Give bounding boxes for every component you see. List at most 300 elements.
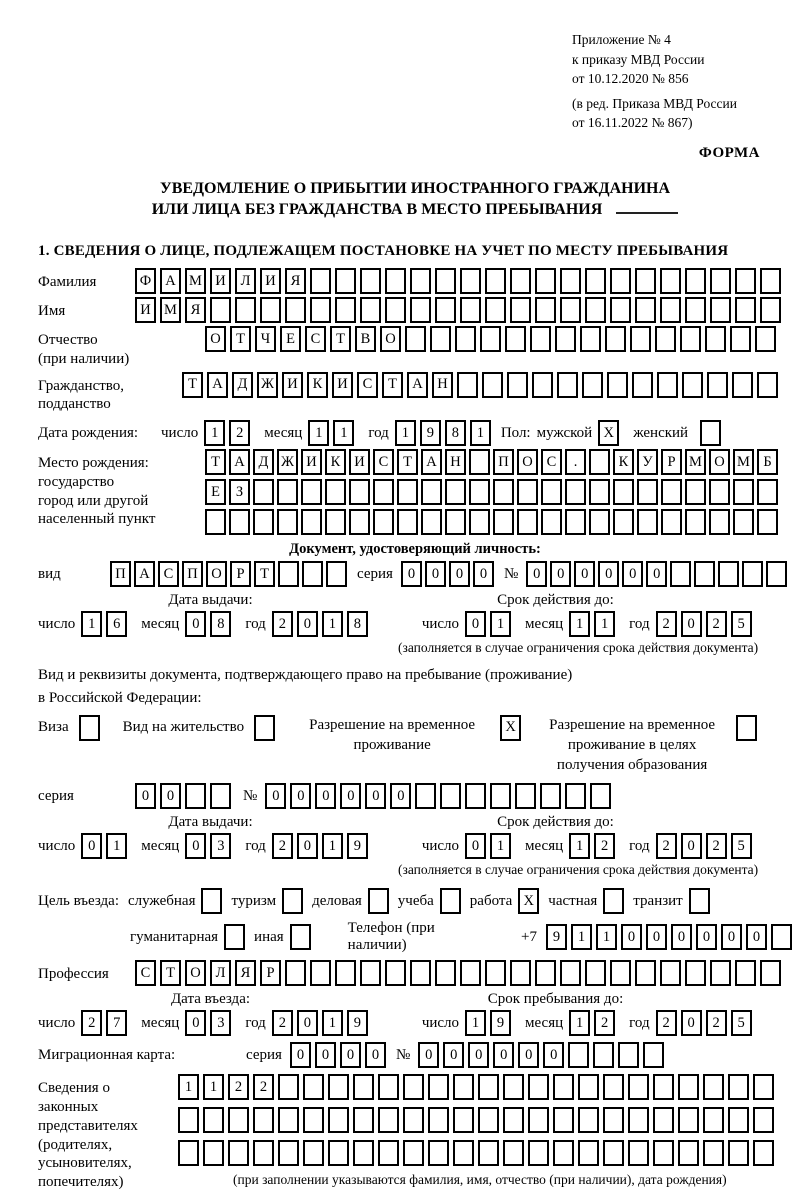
char-cell[interactable]: Е: [205, 479, 226, 505]
char-cell[interactable]: 8: [445, 420, 466, 446]
empty-cell[interactable]: [460, 960, 481, 986]
empty-cell[interactable]: [771, 924, 792, 950]
empty-cell[interactable]: [253, 479, 274, 505]
char-cell[interactable]: Т: [160, 960, 181, 986]
char-cell[interactable]: С: [373, 449, 394, 475]
empty-cell[interactable]: [635, 297, 656, 323]
empty-cell[interactable]: [290, 924, 311, 950]
char-cell[interactable]: 0: [401, 561, 422, 587]
char-cell[interactable]: А: [134, 561, 155, 587]
empty-cell[interactable]: [710, 297, 731, 323]
empty-cell[interactable]: [335, 297, 356, 323]
empty-cell[interactable]: [685, 509, 706, 535]
empty-cell[interactable]: [435, 297, 456, 323]
empty-cell[interactable]: [535, 960, 556, 986]
char-cell[interactable]: С: [357, 372, 378, 398]
empty-cell[interactable]: [228, 1140, 249, 1166]
char-cell[interactable]: 0: [315, 783, 336, 809]
char-cell[interactable]: 0: [443, 1042, 464, 1068]
empty-cell[interactable]: [378, 1140, 399, 1166]
empty-cell[interactable]: [703, 1074, 724, 1100]
char-cell[interactable]: 1: [569, 611, 590, 637]
char-cell[interactable]: Т: [205, 449, 226, 475]
empty-cell[interactable]: [603, 1107, 624, 1133]
char-cell[interactable]: 0: [696, 924, 717, 950]
empty-cell[interactable]: [397, 509, 418, 535]
empty-cell[interactable]: [485, 268, 506, 294]
empty-cell[interactable]: [378, 1107, 399, 1133]
char-cell[interactable]: 2: [656, 611, 677, 637]
empty-cell[interactable]: [421, 479, 442, 505]
empty-cell[interactable]: [753, 1140, 774, 1166]
char-cell[interactable]: 2: [706, 833, 727, 859]
empty-cell[interactable]: [349, 479, 370, 505]
char-cell[interactable]: 1: [490, 833, 511, 859]
empty-cell[interactable]: [582, 372, 603, 398]
empty-cell[interactable]: [507, 372, 528, 398]
char-cell[interactable]: С: [158, 561, 179, 587]
char-cell[interactable]: 1: [203, 1074, 224, 1100]
empty-cell[interactable]: [278, 1074, 299, 1100]
empty-cell[interactable]: [465, 783, 486, 809]
char-cell[interactable]: О: [380, 326, 401, 352]
empty-cell[interactable]: [710, 960, 731, 986]
empty-cell[interactable]: [301, 479, 322, 505]
empty-cell[interactable]: [254, 715, 275, 741]
empty-cell[interactable]: [428, 1140, 449, 1166]
empty-cell[interactable]: [178, 1107, 199, 1133]
empty-cell[interactable]: [610, 297, 631, 323]
empty-cell[interactable]: [589, 509, 610, 535]
empty-cell[interactable]: [653, 1107, 674, 1133]
char-cell[interactable]: 1: [81, 611, 102, 637]
empty-cell[interactable]: [653, 1074, 674, 1100]
char-cell[interactable]: И: [260, 268, 281, 294]
empty-cell[interactable]: [528, 1107, 549, 1133]
empty-cell[interactable]: [705, 326, 726, 352]
empty-cell[interactable]: [753, 1107, 774, 1133]
char-cell[interactable]: П: [493, 449, 514, 475]
empty-cell[interactable]: [253, 509, 274, 535]
empty-cell[interactable]: [403, 1140, 424, 1166]
char-cell[interactable]: 0: [290, 1042, 311, 1068]
empty-cell[interactable]: [682, 372, 703, 398]
empty-cell[interactable]: [578, 1107, 599, 1133]
char-cell[interactable]: 5: [731, 611, 752, 637]
empty-cell[interactable]: [635, 960, 656, 986]
empty-cell[interactable]: [428, 1074, 449, 1100]
empty-cell[interactable]: [335, 268, 356, 294]
empty-cell[interactable]: [553, 1074, 574, 1100]
char-cell[interactable]: К: [325, 449, 346, 475]
char-cell[interactable]: 2: [272, 611, 293, 637]
char-cell[interactable]: Р: [260, 960, 281, 986]
char-cell[interactable]: .: [565, 449, 586, 475]
char-cell[interactable]: 2: [272, 1010, 293, 1036]
empty-cell[interactable]: [578, 1140, 599, 1166]
empty-cell[interactable]: [403, 1107, 424, 1133]
empty-cell[interactable]: [678, 1074, 699, 1100]
char-cell[interactable]: Я: [235, 960, 256, 986]
empty-cell[interactable]: [228, 1107, 249, 1133]
empty-cell[interactable]: [493, 479, 514, 505]
char-cell[interactable]: Л: [210, 960, 231, 986]
char-cell[interactable]: Т: [230, 326, 251, 352]
empty-cell[interactable]: [485, 297, 506, 323]
char-cell[interactable]: О: [517, 449, 538, 475]
empty-cell[interactable]: [445, 479, 466, 505]
empty-cell[interactable]: [353, 1140, 374, 1166]
empty-cell[interactable]: [661, 509, 682, 535]
char-cell[interactable]: З: [229, 479, 250, 505]
empty-cell[interactable]: [565, 509, 586, 535]
char-cell[interactable]: 1: [569, 833, 590, 859]
empty-cell[interactable]: [229, 509, 250, 535]
empty-cell[interactable]: [510, 960, 531, 986]
char-cell[interactable]: 0: [390, 783, 411, 809]
char-cell[interactable]: 0: [646, 924, 667, 950]
char-cell[interactable]: 0: [543, 1042, 564, 1068]
empty-cell[interactable]: [285, 297, 306, 323]
empty-cell[interactable]: [735, 297, 756, 323]
char-cell[interactable]: А: [229, 449, 250, 475]
char-cell[interactable]: 1: [106, 833, 127, 859]
empty-cell[interactable]: [410, 960, 431, 986]
empty-cell[interactable]: [535, 268, 556, 294]
empty-cell[interactable]: [757, 509, 778, 535]
empty-cell[interactable]: [732, 372, 753, 398]
empty-cell[interactable]: [685, 479, 706, 505]
empty-cell[interactable]: [310, 297, 331, 323]
empty-cell[interactable]: [610, 960, 631, 986]
empty-cell[interactable]: [360, 297, 381, 323]
char-cell[interactable]: В: [355, 326, 376, 352]
char-cell[interactable]: Н: [445, 449, 466, 475]
char-cell[interactable]: 0: [621, 924, 642, 950]
empty-cell[interactable]: [453, 1074, 474, 1100]
char-cell[interactable]: Ф: [135, 268, 156, 294]
char-cell[interactable]: 0: [160, 783, 181, 809]
empty-cell[interactable]: [605, 326, 626, 352]
empty-cell[interactable]: [185, 783, 206, 809]
char-cell[interactable]: М: [160, 297, 181, 323]
empty-cell[interactable]: [760, 268, 781, 294]
empty-cell[interactable]: [303, 1107, 324, 1133]
char-cell[interactable]: Л: [235, 268, 256, 294]
empty-cell[interactable]: [689, 888, 710, 914]
empty-cell[interactable]: [565, 479, 586, 505]
empty-cell[interactable]: [680, 326, 701, 352]
empty-cell[interactable]: [709, 479, 730, 505]
empty-cell[interactable]: [541, 479, 562, 505]
char-cell[interactable]: 0: [265, 783, 286, 809]
char-cell[interactable]: 0: [598, 561, 619, 587]
empty-cell[interactable]: [628, 1140, 649, 1166]
empty-cell[interactable]: [753, 1074, 774, 1100]
empty-cell[interactable]: [553, 1107, 574, 1133]
empty-cell[interactable]: [660, 960, 681, 986]
empty-cell[interactable]: [79, 715, 100, 741]
char-cell[interactable]: Я: [285, 268, 306, 294]
empty-cell[interactable]: [353, 1074, 374, 1100]
empty-cell[interactable]: [585, 297, 606, 323]
char-cell[interactable]: 2: [706, 1010, 727, 1036]
char-cell[interactable]: О: [206, 561, 227, 587]
empty-cell[interactable]: [278, 561, 299, 587]
empty-cell[interactable]: [445, 509, 466, 535]
empty-cell[interactable]: [277, 479, 298, 505]
empty-cell[interactable]: [733, 509, 754, 535]
empty-cell[interactable]: [736, 715, 757, 741]
char-cell[interactable]: 1: [594, 611, 615, 637]
char-cell[interactable]: Р: [230, 561, 251, 587]
char-cell[interactable]: 0: [721, 924, 742, 950]
empty-cell[interactable]: [205, 509, 226, 535]
char-cell[interactable]: Т: [397, 449, 418, 475]
empty-cell[interactable]: [469, 509, 490, 535]
empty-cell[interactable]: [201, 888, 222, 914]
char-cell[interactable]: 7: [106, 1010, 127, 1036]
char-cell[interactable]: 0: [493, 1042, 514, 1068]
char-cell[interactable]: Н: [432, 372, 453, 398]
char-cell[interactable]: 2: [272, 833, 293, 859]
char-cell[interactable]: 0: [297, 833, 318, 859]
char-cell[interactable]: И: [135, 297, 156, 323]
char-cell[interactable]: Я: [185, 297, 206, 323]
char-cell[interactable]: С: [305, 326, 326, 352]
char-cell[interactable]: 0: [425, 561, 446, 587]
empty-cell[interactable]: [607, 372, 628, 398]
empty-cell[interactable]: [733, 479, 754, 505]
char-cell[interactable]: X: [518, 888, 539, 914]
char-cell[interactable]: 1: [465, 1010, 486, 1036]
char-cell[interactable]: Т: [382, 372, 403, 398]
empty-cell[interactable]: [553, 1140, 574, 1166]
empty-cell[interactable]: [685, 297, 706, 323]
char-cell[interactable]: И: [301, 449, 322, 475]
char-cell[interactable]: 2: [594, 1010, 615, 1036]
empty-cell[interactable]: [637, 479, 658, 505]
char-cell[interactable]: 5: [731, 833, 752, 859]
char-cell[interactable]: 3: [210, 833, 231, 859]
empty-cell[interactable]: [235, 297, 256, 323]
char-cell[interactable]: 1: [322, 1010, 343, 1036]
empty-cell[interactable]: [766, 561, 787, 587]
char-cell[interactable]: А: [160, 268, 181, 294]
empty-cell[interactable]: [277, 509, 298, 535]
empty-cell[interactable]: [517, 509, 538, 535]
empty-cell[interactable]: [535, 297, 556, 323]
empty-cell[interactable]: [328, 1074, 349, 1100]
char-cell[interactable]: 5: [731, 1010, 752, 1036]
empty-cell[interactable]: [457, 372, 478, 398]
empty-cell[interactable]: [589, 449, 610, 475]
char-cell[interactable]: 0: [465, 611, 486, 637]
char-cell[interactable]: 0: [746, 924, 767, 950]
empty-cell[interactable]: [469, 479, 490, 505]
empty-cell[interactable]: [302, 561, 323, 587]
empty-cell[interactable]: [440, 888, 461, 914]
empty-cell[interactable]: [603, 1140, 624, 1166]
empty-cell[interactable]: [728, 1074, 749, 1100]
empty-cell[interactable]: [385, 297, 406, 323]
empty-cell[interactable]: [430, 326, 451, 352]
char-cell[interactable]: 0: [465, 833, 486, 859]
char-cell[interactable]: А: [207, 372, 228, 398]
char-cell[interactable]: П: [110, 561, 131, 587]
char-cell[interactable]: 1: [308, 420, 329, 446]
empty-cell[interactable]: [528, 1140, 549, 1166]
empty-cell[interactable]: [493, 509, 514, 535]
char-cell[interactable]: 1: [204, 420, 225, 446]
char-cell[interactable]: 0: [418, 1042, 439, 1068]
char-cell[interactable]: Б: [757, 449, 778, 475]
empty-cell[interactable]: [397, 479, 418, 505]
empty-cell[interactable]: [460, 268, 481, 294]
empty-cell[interactable]: [637, 509, 658, 535]
char-cell[interactable]: 2: [253, 1074, 274, 1100]
empty-cell[interactable]: [735, 268, 756, 294]
empty-cell[interactable]: [728, 1107, 749, 1133]
char-cell[interactable]: 0: [340, 783, 361, 809]
char-cell[interactable]: П: [182, 561, 203, 587]
empty-cell[interactable]: [603, 1074, 624, 1100]
char-cell[interactable]: 0: [315, 1042, 336, 1068]
char-cell[interactable]: 2: [706, 611, 727, 637]
empty-cell[interactable]: [560, 960, 581, 986]
char-cell[interactable]: 0: [290, 783, 311, 809]
char-cell[interactable]: У: [637, 449, 658, 475]
empty-cell[interactable]: [405, 326, 426, 352]
empty-cell[interactable]: [657, 372, 678, 398]
empty-cell[interactable]: [210, 783, 231, 809]
empty-cell[interactable]: [685, 268, 706, 294]
empty-cell[interactable]: [453, 1140, 474, 1166]
char-cell[interactable]: 0: [185, 833, 206, 859]
char-cell[interactable]: 1: [395, 420, 416, 446]
empty-cell[interactable]: [585, 960, 606, 986]
empty-cell[interactable]: [460, 297, 481, 323]
char-cell[interactable]: Ч: [255, 326, 276, 352]
char-cell[interactable]: О: [709, 449, 730, 475]
char-cell[interactable]: 1: [569, 1010, 590, 1036]
char-cell[interactable]: 2: [229, 420, 250, 446]
empty-cell[interactable]: [253, 1107, 274, 1133]
empty-cell[interactable]: [503, 1074, 524, 1100]
empty-cell[interactable]: [203, 1107, 224, 1133]
empty-cell[interactable]: [178, 1140, 199, 1166]
empty-cell[interactable]: [326, 561, 347, 587]
empty-cell[interactable]: [301, 509, 322, 535]
char-cell[interactable]: И: [332, 372, 353, 398]
empty-cell[interactable]: [517, 479, 538, 505]
char-cell[interactable]: К: [613, 449, 634, 475]
char-cell[interactable]: Е: [280, 326, 301, 352]
empty-cell[interactable]: [360, 268, 381, 294]
char-cell[interactable]: 0: [681, 833, 702, 859]
empty-cell[interactable]: [728, 1140, 749, 1166]
empty-cell[interactable]: [210, 297, 231, 323]
empty-cell[interactable]: [760, 297, 781, 323]
char-cell[interactable]: Д: [232, 372, 253, 398]
empty-cell[interactable]: [628, 1107, 649, 1133]
empty-cell[interactable]: [325, 479, 346, 505]
empty-cell[interactable]: [540, 783, 561, 809]
empty-cell[interactable]: [335, 960, 356, 986]
empty-cell[interactable]: [585, 268, 606, 294]
empty-cell[interactable]: [310, 268, 331, 294]
char-cell[interactable]: 1: [490, 611, 511, 637]
char-cell[interactable]: 0: [681, 611, 702, 637]
char-cell[interactable]: 0: [646, 561, 667, 587]
empty-cell[interactable]: [578, 1074, 599, 1100]
empty-cell[interactable]: [328, 1107, 349, 1133]
char-cell[interactable]: 1: [470, 420, 491, 446]
char-cell[interactable]: О: [205, 326, 226, 352]
empty-cell[interactable]: [628, 1074, 649, 1100]
char-cell[interactable]: И: [349, 449, 370, 475]
empty-cell[interactable]: [373, 509, 394, 535]
char-cell[interactable]: 0: [340, 1042, 361, 1068]
empty-cell[interactable]: [349, 509, 370, 535]
empty-cell[interactable]: [580, 326, 601, 352]
empty-cell[interactable]: [618, 1042, 639, 1068]
char-cell[interactable]: 8: [347, 611, 368, 637]
char-cell[interactable]: 0: [518, 1042, 539, 1068]
char-cell[interactable]: 0: [449, 561, 470, 587]
empty-cell[interactable]: [505, 326, 526, 352]
empty-cell[interactable]: [455, 326, 476, 352]
char-cell[interactable]: М: [185, 268, 206, 294]
empty-cell[interactable]: [661, 479, 682, 505]
char-cell[interactable]: 0: [681, 1010, 702, 1036]
empty-cell[interactable]: [610, 268, 631, 294]
empty-cell[interactable]: [593, 1042, 614, 1068]
char-cell[interactable]: 1: [571, 924, 592, 950]
empty-cell[interactable]: [694, 561, 715, 587]
char-cell[interactable]: Д: [253, 449, 274, 475]
empty-cell[interactable]: [260, 297, 281, 323]
empty-cell[interactable]: [707, 372, 728, 398]
char-cell[interactable]: 9: [347, 1010, 368, 1036]
empty-cell[interactable]: [485, 960, 506, 986]
empty-cell[interactable]: [589, 479, 610, 505]
empty-cell[interactable]: [735, 960, 756, 986]
char-cell[interactable]: 3: [210, 1010, 231, 1036]
empty-cell[interactable]: [278, 1107, 299, 1133]
empty-cell[interactable]: [541, 509, 562, 535]
empty-cell[interactable]: [435, 960, 456, 986]
empty-cell[interactable]: [480, 326, 501, 352]
empty-cell[interactable]: [742, 561, 763, 587]
char-cell[interactable]: X: [598, 420, 619, 446]
empty-cell[interactable]: [353, 1107, 374, 1133]
char-cell[interactable]: 1: [322, 833, 343, 859]
empty-cell[interactable]: [469, 449, 490, 475]
empty-cell[interactable]: [482, 372, 503, 398]
char-cell[interactable]: И: [282, 372, 303, 398]
empty-cell[interactable]: [757, 372, 778, 398]
empty-cell[interactable]: [285, 960, 306, 986]
char-cell[interactable]: М: [733, 449, 754, 475]
empty-cell[interactable]: [478, 1107, 499, 1133]
empty-cell[interactable]: [613, 479, 634, 505]
char-cell[interactable]: А: [421, 449, 442, 475]
char-cell[interactable]: 0: [526, 561, 547, 587]
empty-cell[interactable]: [760, 960, 781, 986]
empty-cell[interactable]: [755, 326, 776, 352]
empty-cell[interactable]: [253, 1140, 274, 1166]
